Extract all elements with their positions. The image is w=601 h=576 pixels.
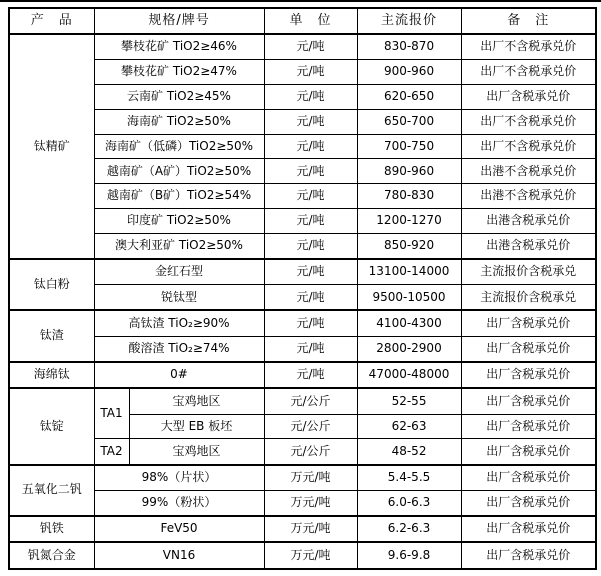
remark-cell: 出厂含税承兑价 — [461, 362, 596, 389]
price-cell: 13100-14000 — [357, 259, 461, 285]
product-cell: 钒铁 — [9, 516, 94, 543]
unit-cell: 元/吨 — [264, 209, 357, 234]
price-cell: 47000-48000 — [357, 362, 461, 389]
product-cell: 钛锭 — [9, 388, 94, 464]
header-remark: 备 注 — [461, 8, 596, 34]
price-cell: 1200-1270 — [357, 209, 461, 234]
price-cell: 6.2-6.3 — [357, 516, 461, 543]
unit-cell: 元/吨 — [264, 184, 357, 209]
table-row — [9, 159, 596, 184]
unit-cell: 元/公斤 — [264, 388, 357, 414]
remark-cell: 出厂不含税承兑价 — [461, 134, 596, 159]
table-row — [9, 184, 596, 209]
product-cell: 钛精矿 — [9, 34, 94, 259]
table-row — [9, 388, 596, 414]
price-cell: 830-870 — [357, 34, 461, 60]
unit-cell: 元/吨 — [264, 109, 357, 134]
product-cell: 钒氮合金 — [9, 542, 94, 569]
grade-cell: TA2 — [94, 439, 129, 465]
price-cell: 780-830 — [357, 184, 461, 209]
unit-cell: 元/吨 — [264, 134, 357, 159]
remark-cell: 出厂含税承兑价 — [461, 85, 596, 110]
price-cell: 650-700 — [357, 109, 461, 134]
price-cell: 52-55 — [357, 388, 461, 414]
remark-cell: 出厂不含税承兑价 — [461, 60, 596, 85]
product-cell: 五氧化二钒 — [9, 465, 94, 516]
remark-cell: 出厂不含税承兑价 — [461, 34, 596, 60]
spec-cell: 云南矿 TiO2≥45% — [94, 85, 264, 110]
remark-cell: 出厂含税承兑价 — [461, 465, 596, 491]
table-row — [9, 439, 596, 465]
product-cell: 钛白粉 — [9, 259, 94, 310]
unit-cell: 万元/吨 — [264, 516, 357, 543]
unit-cell: 元/吨 — [264, 310, 357, 336]
table-row — [9, 34, 596, 60]
spec-cell: 攀枝花矿 TiO2≥47% — [94, 60, 264, 85]
unit-cell: 元/吨 — [264, 34, 357, 60]
spec-cell: 海南矿（低磷）TiO2≥50% — [94, 134, 264, 159]
spec-cell: FeV50 — [94, 516, 264, 543]
unit-cell: 元/吨 — [264, 285, 357, 311]
unit-cell: 元/公斤 — [264, 439, 357, 465]
spec-cell: 澳大利亚矿 TiO2≥50% — [94, 233, 264, 259]
table-row — [9, 516, 596, 543]
remark-cell: 出港不含税承兑价 — [461, 184, 596, 209]
spec-cell: 高钛渣 TiO₂≥90% — [94, 310, 264, 336]
header-product: 产 品 — [9, 8, 94, 34]
header-unit: 单 位 — [264, 8, 357, 34]
unit-cell: 元/吨 — [264, 60, 357, 85]
table-row — [9, 542, 596, 569]
table-row — [9, 209, 596, 234]
price-table — [8, 7, 597, 570]
spec-cell: 越南矿（A矿）TiO2≥50% — [94, 159, 264, 184]
spec-cell: 99%（粉状） — [94, 490, 264, 516]
table-row — [9, 465, 596, 491]
spec-cell: 锐钛型 — [94, 285, 264, 311]
table-row — [9, 60, 596, 85]
remark-cell: 出厂含税承兑价 — [461, 310, 596, 336]
table-row — [9, 362, 596, 389]
price-cell: 850-920 — [357, 233, 461, 259]
table-row — [9, 490, 596, 516]
price-cell: 890-960 — [357, 159, 461, 184]
unit-cell: 万元/吨 — [264, 465, 357, 491]
remark-cell: 出厂含税承兑价 — [461, 542, 596, 569]
price-cell: 2800-2900 — [357, 336, 461, 362]
table-row — [9, 285, 596, 311]
unit-cell: 万元/吨 — [264, 542, 357, 569]
price-cell: 48-52 — [357, 439, 461, 465]
spec-cell: 宝鸡地区 — [129, 388, 264, 414]
remark-cell: 主流报价含税承兑 — [461, 259, 596, 285]
table-row — [9, 134, 596, 159]
remark-cell: 主流报价含税承兑 — [461, 285, 596, 311]
remark-cell: 出厂含税承兑价 — [461, 490, 596, 516]
spec-cell: 金红石型 — [94, 259, 264, 285]
spec-cell: 攀枝花矿 TiO2≥46% — [94, 34, 264, 60]
price-cell: 9.6-9.8 — [357, 542, 461, 569]
remark-cell: 出港含税承兑价 — [461, 233, 596, 259]
remark-cell: 出厂含税承兑价 — [461, 414, 596, 439]
price-cell: 9500-10500 — [357, 285, 461, 311]
header-row — [9, 8, 596, 34]
spec-cell: 大型 EB 板坯 — [129, 414, 264, 439]
remark-cell: 出厂含税承兑价 — [461, 516, 596, 543]
price-cell: 6.0-6.3 — [357, 490, 461, 516]
table-row — [9, 336, 596, 362]
remark-cell: 出厂含税承兑价 — [461, 388, 596, 414]
top-divider — [0, 0, 601, 2]
table-row — [9, 233, 596, 259]
unit-cell: 元/吨 — [264, 85, 357, 110]
spec-cell: VN16 — [94, 542, 264, 569]
spec-cell: 印度矿 TiO2≥50% — [94, 209, 264, 234]
spec-cell: 宝鸡地区 — [129, 439, 264, 465]
spec-cell: 0# — [94, 362, 264, 389]
spec-cell: 酸溶渣 TiO₂≥74% — [94, 336, 264, 362]
price-cell: 620-650 — [357, 85, 461, 110]
spec-cell: 海南矿 TiO2≥50% — [94, 109, 264, 134]
remark-cell: 出厂不含税承兑价 — [461, 109, 596, 134]
header-spec: 规格/牌号 — [94, 8, 264, 34]
unit-cell: 元/吨 — [264, 362, 357, 389]
table-row — [9, 85, 596, 110]
spec-cell: 98%（片状） — [94, 465, 264, 491]
grade-cell: TA1 — [94, 388, 129, 439]
unit-cell: 元/吨 — [264, 233, 357, 259]
product-cell: 钛渣 — [9, 310, 94, 361]
price-cell: 62-63 — [357, 414, 461, 439]
unit-cell: 元/吨 — [264, 159, 357, 184]
unit-cell: 元/公斤 — [264, 414, 357, 439]
remark-cell: 出港含税承兑价 — [461, 209, 596, 234]
remark-cell: 出港不含税承兑价 — [461, 159, 596, 184]
unit-cell: 万元/吨 — [264, 490, 357, 516]
price-cell: 4100-4300 — [357, 310, 461, 336]
remark-cell: 出厂含税承兑价 — [461, 336, 596, 362]
unit-cell: 元/吨 — [264, 336, 357, 362]
unit-cell: 元/吨 — [264, 259, 357, 285]
header-price: 主流报价 — [357, 8, 461, 34]
table-row — [9, 310, 596, 336]
table-row — [9, 259, 596, 285]
spec-cell: 越南矿（B矿）TiO2≥54% — [94, 184, 264, 209]
price-cell: 5.4-5.5 — [357, 465, 461, 491]
table-row — [9, 109, 596, 134]
price-cell: 900-960 — [357, 60, 461, 85]
price-cell: 700-750 — [357, 134, 461, 159]
remark-cell: 出厂含税承兑价 — [461, 439, 596, 465]
product-cell: 海绵钛 — [9, 362, 94, 389]
